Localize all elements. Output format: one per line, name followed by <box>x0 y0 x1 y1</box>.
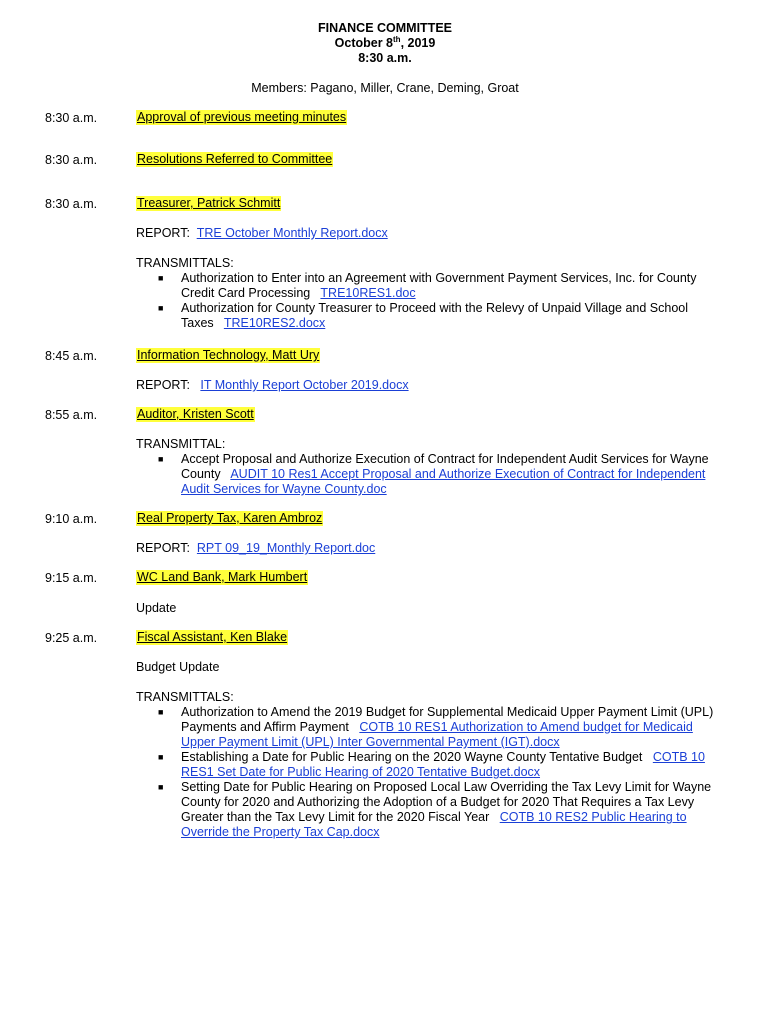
bullet-icon: ■ <box>158 454 164 464</box>
bullet-icon: ■ <box>158 303 164 313</box>
audit-res1-link[interactable]: AUDIT 10 Res1 Accept Proposal and Authorize Execution of Contract for Independent <box>230 467 706 481</box>
report-label: REPORT: <box>136 378 190 392</box>
cotb-res1-hearing-link[interactable]: COTB 10 <box>652 750 705 764</box>
fiscal-transmittal-3 <box>181 780 726 840</box>
rpt-report-line <box>136 541 375 556</box>
cotb-res2-link[interactable]: COTB 10 RES2 Public Hearing to <box>499 810 687 824</box>
transmittal-text: County for 2020 and Authorizing the Adoption of a Budget for 2020 That Requires a Tax Levy <box>181 795 695 809</box>
meeting-date-main: October 8 <box>334 36 394 50</box>
audit-res1-link-cont[interactable]: Audit Services for Wayne County.doc <box>181 482 387 496</box>
fiscal-transmittal-2 <box>181 750 726 780</box>
treasurer-transmittal-1 <box>181 271 726 301</box>
agenda-item-rpt: Real Property Tax, Karen Ambroz <box>137 511 323 525</box>
transmittal-text: County <box>181 467 221 481</box>
agenda-item-landbank: WC Land Bank, Mark Humbert <box>137 570 308 584</box>
transmittal-label: TRANSMITTAL: <box>136 437 226 451</box>
agenda-item-treasurer: Treasurer, Patrick Schmitt <box>137 196 281 210</box>
it-report-line <box>136 378 409 393</box>
transmittal-text: Greater than the Tax Levy Limit for the 2020 Fiscal Year <box>181 810 490 824</box>
transmittal-text: Establishing a Date for Public Hearing on the 2020 Wayne County Tentative Budget <box>181 750 643 764</box>
transmittals-label: TRANSMITTALS: <box>136 256 234 270</box>
agenda-time: 9:15 a.m. <box>45 571 98 585</box>
agenda-item-resolutions: Resolutions Referred to Committee <box>137 152 333 166</box>
transmittals-label: TRANSMITTALS: <box>136 690 234 704</box>
it-report-link[interactable]: IT Monthly Report October 2019.docx <box>200 378 409 392</box>
auditor-transmittal <box>181 452 726 497</box>
transmittal-text: Authorization to Enter into an Agreement with Government Payment Services, Inc. for County <box>181 271 697 285</box>
transmittal-text: Credit Card Processing <box>181 286 311 300</box>
tre10res1-link[interactable]: TRE10RES1.doc <box>320 286 416 300</box>
fiscal-note: Budget Update <box>136 660 220 674</box>
agenda-item-minutes: Approval of previous meeting minutes <box>137 110 347 124</box>
rpt-report-link[interactable]: RPT 09_19_Monthly Report.doc <box>196 541 376 555</box>
cotb-res1-medicaid-link[interactable]: COTB 10 RES1 Authorization to Amend budget for Medicaid <box>359 720 693 734</box>
agenda-time: 9:25 a.m. <box>45 631 98 645</box>
report-label: REPORT: <box>136 541 190 555</box>
meeting-date <box>0 36 770 51</box>
meeting-time: 8:30 a.m. <box>358 51 412 65</box>
agenda-time: 8:30 a.m. <box>45 197 98 211</box>
agenda-item-it: Information Technology, Matt Ury <box>137 348 320 362</box>
agenda-time: 8:30 a.m. <box>45 111 98 125</box>
cotb-res1-hearing-link-cont[interactable]: RES1 Set Date for Public Hearing of 2020 Tentative Budget.docx <box>181 765 541 779</box>
agenda-time: 8:30 a.m. <box>45 153 98 167</box>
transmittal-text: Payments and Affirm Payment <box>181 720 349 734</box>
cotb-res2-link-cont[interactable]: Override the Property Tax Cap.docx <box>181 825 380 839</box>
agenda-item-fiscal: Fiscal Assistant, Ken Blake <box>137 630 288 644</box>
bullet-icon: ■ <box>158 782 164 792</box>
agenda-item-auditor: Auditor, Kristen Scott <box>137 407 254 421</box>
bullet-icon: ■ <box>158 273 164 283</box>
transmittal-text: Setting Date for Public Hearing on Proposed Local Law Overriding the Tax Levy Limit for Wayne <box>181 780 712 794</box>
agenda-time: 9:10 a.m. <box>45 512 98 526</box>
landbank-note: Update <box>136 601 177 615</box>
members-list: Members: Pagano, Miller, Crane, Deming, Groat <box>251 81 519 95</box>
transmittal-text: Authorization for County Treasurer to Proceed with the Relevy of Unpaid Village and School <box>181 301 689 315</box>
transmittal-text: Taxes <box>181 316 214 330</box>
meeting-date-suffix: th <box>393 34 401 44</box>
treasurer-report-link[interactable]: TRE October Monthly Report.docx <box>196 226 388 240</box>
agenda-time: 8:55 a.m. <box>45 408 98 422</box>
transmittal-text: Authorization to Amend the 2019 Budget for Supplemental Medicaid Upper Payment Limit (UPL) <box>181 705 714 719</box>
cotb-res1-medicaid-link-cont[interactable]: Upper Payment Limit (UPL) Inter Governmental Payment (IGT).docx <box>181 735 560 749</box>
agenda-time: 8:45 a.m. <box>45 349 98 363</box>
fiscal-transmittal-1 <box>181 705 726 750</box>
treasurer-report-line <box>136 226 388 241</box>
bullet-icon: ■ <box>158 707 164 717</box>
treasurer-transmittal-2 <box>181 301 726 331</box>
report-label: REPORT: <box>136 226 190 240</box>
tre10res2-link[interactable]: TRE10RES2.docx <box>223 316 326 330</box>
meeting-title: FINANCE COMMITTEE <box>317 21 453 35</box>
transmittal-text: Accept Proposal and Authorize Execution of Contract for Independent Audit Services for Wayne <box>181 452 709 466</box>
meeting-date-year: , 2019 <box>400 36 436 50</box>
bullet-icon: ■ <box>158 752 164 762</box>
